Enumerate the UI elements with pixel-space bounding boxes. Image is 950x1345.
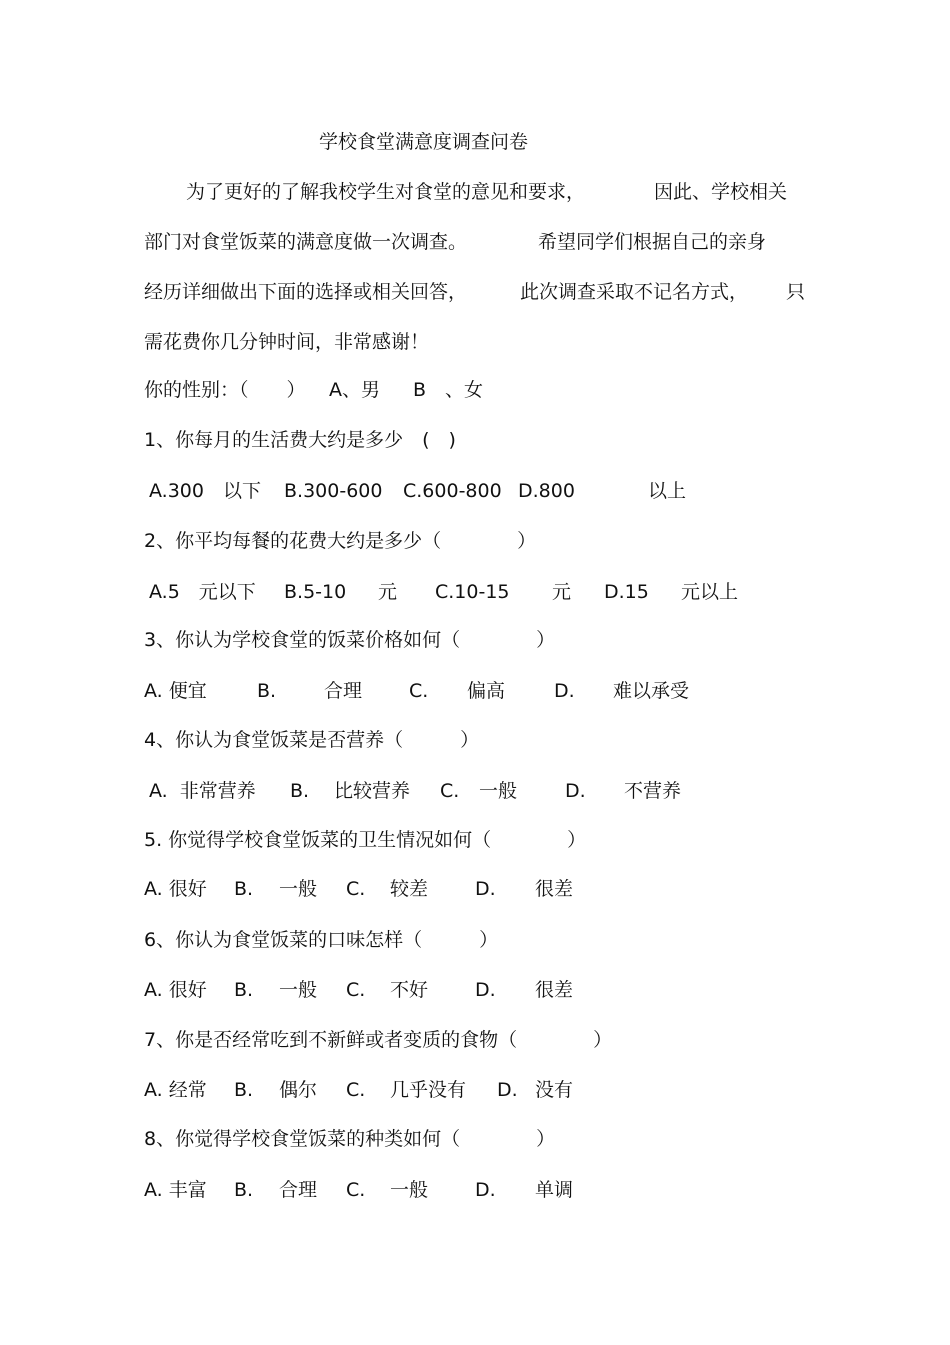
intro-line-3c: 只 xyxy=(786,281,806,303)
q8-option-d: D. xyxy=(475,1179,496,1201)
q3-option-d: D. xyxy=(554,680,575,702)
intro-line-3b: 此次调查采取不记名方式， xyxy=(520,281,749,303)
q6-option-a: A. 很好 xyxy=(144,979,207,1001)
q4-option-a: A. 非常营养 xyxy=(149,780,256,802)
q7-option-b-text: 偶尔 xyxy=(279,1079,318,1101)
q4-question: 4、你认为食堂饭菜是否营养（ ） xyxy=(144,729,480,751)
q3-option-a: A. 便宜 xyxy=(144,680,207,702)
q6-option-d-text: 很差 xyxy=(535,979,574,1001)
q7-option-a: A. 经常 xyxy=(144,1079,207,1101)
q1-option-b: B.300-600 xyxy=(284,480,383,502)
q3-option-d-text: 难以承受 xyxy=(613,680,690,702)
q1-option-a: A.300 以下 xyxy=(149,480,261,502)
q6-option-c: C. xyxy=(346,979,366,1001)
intro-line-2a: 部门对食堂饭菜的满意度做一次调查。 xyxy=(144,231,468,253)
q2-option-d-unit: 元以上 xyxy=(681,581,739,603)
q2-option-c: C.10-15 xyxy=(435,581,510,603)
q4-option-c-text: 一般 xyxy=(479,780,518,802)
gender-option-b: B 、女 xyxy=(413,379,484,401)
q8-option-b-text: 合理 xyxy=(279,1179,318,1201)
q7-option-c-text: 几乎没有 xyxy=(390,1079,467,1101)
q4-option-b-text: 比较营养 xyxy=(334,780,411,802)
q1-option-d-suffix: 以上 xyxy=(648,480,687,502)
q8-option-b: B. xyxy=(234,1179,254,1201)
q4-option-b: B. xyxy=(290,780,310,802)
q4-option-d-text: 不营养 xyxy=(624,780,682,802)
q2-option-a: A.5 元以下 xyxy=(149,581,256,603)
q5-option-a: A. 很好 xyxy=(144,878,207,900)
q6-question: 6、你认为食堂饭菜的口味怎样（ ） xyxy=(144,929,499,951)
intro-line-4: 需花费你几分钟时间，非常感谢！ xyxy=(144,331,430,353)
q8-question: 8、你觉得学校食堂饭菜的种类如何（ ） xyxy=(144,1128,556,1150)
intro-line-1a: 为了更好的了解我校学生对食堂的意见和要求， xyxy=(186,181,586,203)
q8-option-d-text: 单调 xyxy=(535,1179,574,1201)
q5-option-b-text: 一般 xyxy=(279,878,318,900)
q8-option-c: C. xyxy=(346,1179,366,1201)
intro-line-1b: 因此、学校相关 xyxy=(654,181,788,203)
q2-option-b-unit: 元 xyxy=(378,581,398,603)
q5-option-c: C. xyxy=(346,878,366,900)
intro-line-2b: 希望同学们根据自己的亲身 xyxy=(538,231,767,253)
q7-option-d-text: 没有 xyxy=(535,1079,574,1101)
q8-option-a: A. 丰富 xyxy=(144,1179,207,1201)
q5-question: 5. 你觉得学校食堂饭菜的卫生情况如何（ ） xyxy=(144,829,587,851)
q4-option-d: D. xyxy=(565,780,586,802)
q2-option-d: D.15 xyxy=(604,581,649,603)
q5-option-d: D. xyxy=(475,878,496,900)
q5-option-d-text: 很差 xyxy=(535,878,574,900)
q6-option-b-text: 一般 xyxy=(279,979,318,1001)
q6-option-d: D. xyxy=(475,979,496,1001)
q2-option-b: B.5-10 xyxy=(284,581,347,603)
q2-option-c-unit: 元 xyxy=(552,581,572,603)
q8-option-c-text: 一般 xyxy=(390,1179,429,1201)
q7-option-c: C. xyxy=(346,1079,366,1101)
gender-question: 你的性别：（ ） xyxy=(144,379,306,401)
gender-option-a: A、男 xyxy=(329,379,380,401)
q6-option-b: B. xyxy=(234,979,254,1001)
q6-option-c-text: 不好 xyxy=(390,979,429,1001)
q3-option-c-text: 偏高 xyxy=(467,680,506,702)
q3-option-b: B. xyxy=(257,680,277,702)
q1-option-d: D.800 xyxy=(518,480,575,502)
q5-option-b: B. xyxy=(234,878,254,900)
q5-option-c-text: 较差 xyxy=(390,878,429,900)
q1-question: 1、你每月的生活费大约是多少 ( ) xyxy=(144,429,456,451)
q3-question: 3、你认为学校食堂的饭菜价格如何（ ） xyxy=(144,629,556,651)
q2-question: 2、你平均每餐的花费大约是多少（ ） xyxy=(144,530,537,552)
q7-question: 7、你是否经常吃到不新鲜或者变质的食物（ ） xyxy=(144,1029,613,1051)
q1-option-c: C.600-800 xyxy=(403,480,502,502)
q4-option-c: C. xyxy=(440,780,460,802)
q7-option-d: D. xyxy=(497,1079,518,1101)
q7-option-b: B. xyxy=(234,1079,254,1101)
intro-line-3a: 经历详细做出下面的选择或相关回答， xyxy=(144,281,468,303)
q3-option-c: C. xyxy=(409,680,429,702)
q3-option-b-text: 合理 xyxy=(324,680,363,702)
page-title: 学校食堂满意度调查问卷 xyxy=(319,131,529,153)
